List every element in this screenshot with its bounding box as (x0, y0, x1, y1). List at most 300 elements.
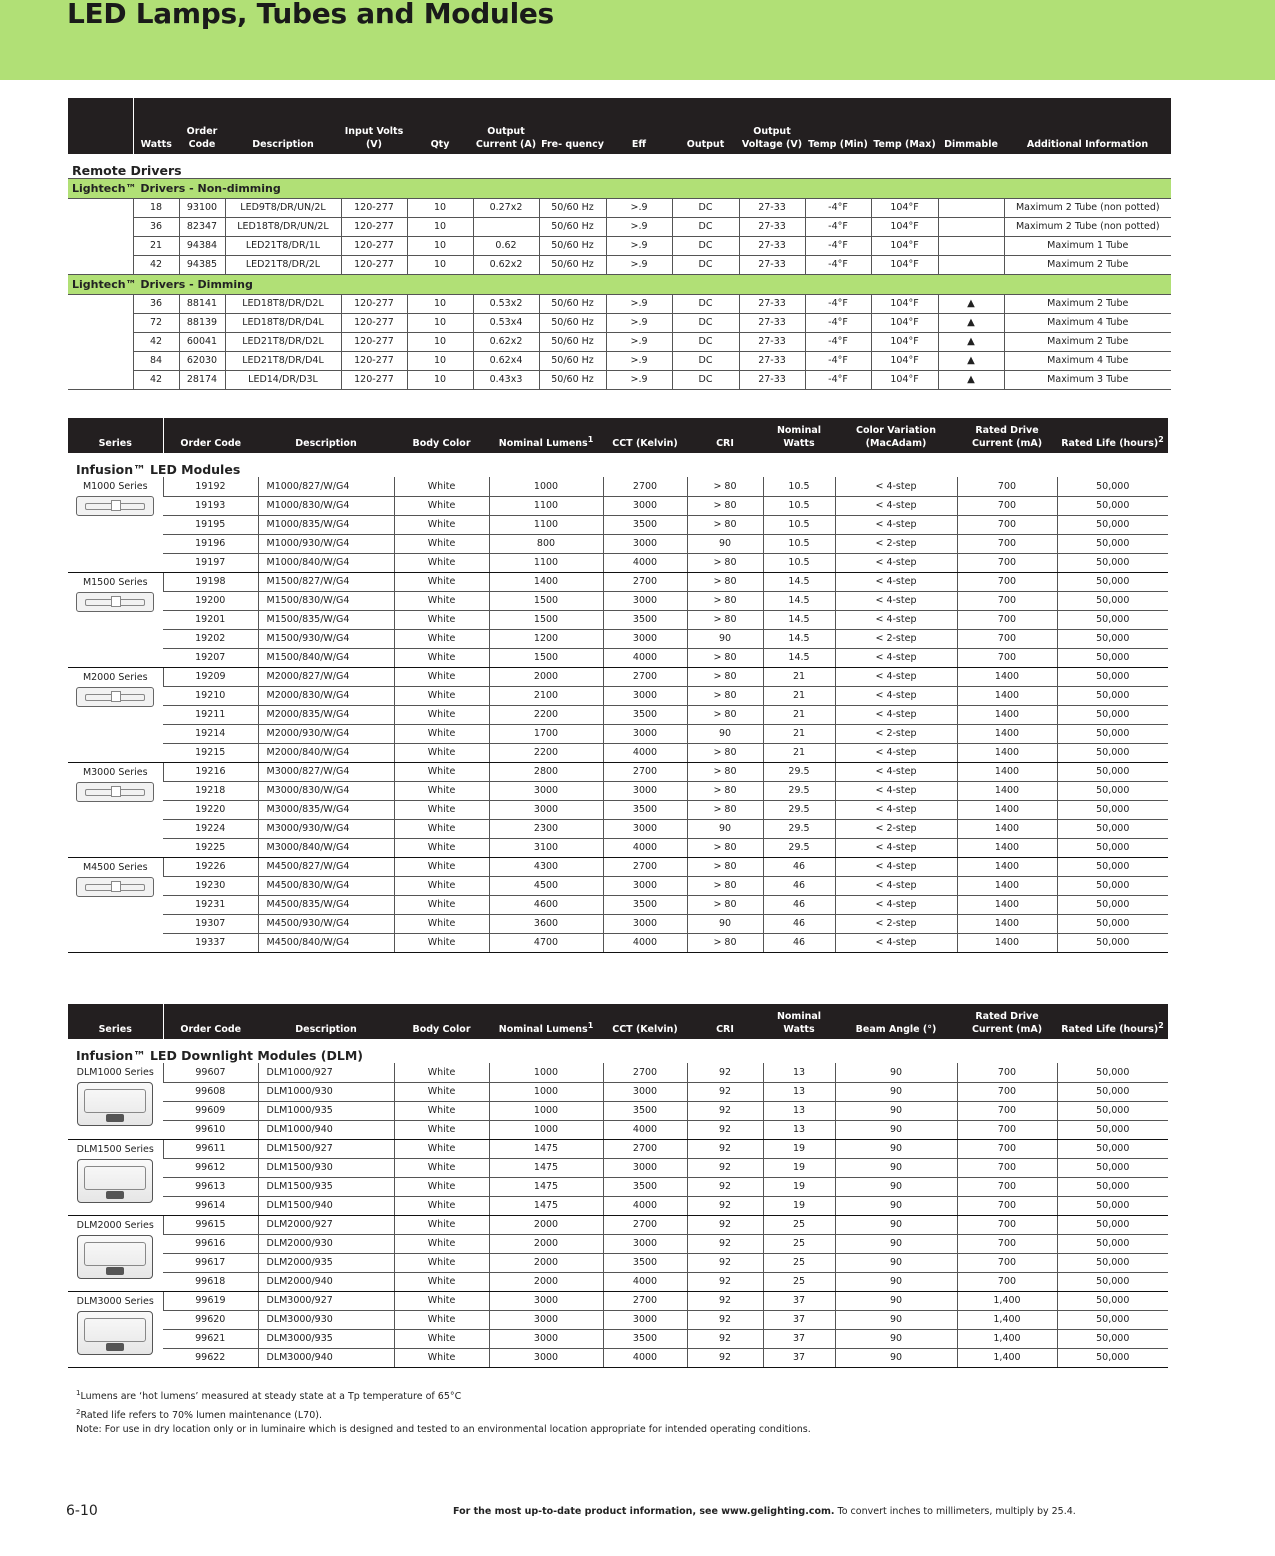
table-cell: White (394, 686, 489, 705)
column-header: Nominal Lumens$^1$ (489, 418, 603, 453)
table-cell: 0.62x4 (473, 351, 539, 370)
table-cell: 2000 (489, 1234, 603, 1253)
table-cell: 700 (957, 534, 1057, 553)
table-cell: ▲ (938, 294, 1004, 313)
table-row (68, 838, 1168, 857)
blank-cell (68, 313, 133, 332)
table-cell: 0.43x3 (473, 370, 539, 389)
table-cell: 2000 (489, 1272, 603, 1291)
series-name: M3000 Series (82, 766, 148, 778)
table-cell: 19337 (163, 933, 258, 952)
table-row (68, 667, 1168, 686)
table-cell (473, 217, 539, 236)
table-cell: < 4-step (835, 800, 957, 819)
table-cell: DC (672, 351, 739, 370)
column-header (68, 98, 133, 154)
table-cell: White (394, 1158, 489, 1177)
table-cell: M2000/930/W/G4 (258, 724, 394, 743)
table-cell: M3000/827/W/G4 (258, 762, 394, 781)
table-cell: 1500 (489, 610, 603, 629)
table-cell: 3500 (603, 895, 687, 914)
table-cell: 700 (957, 629, 1057, 648)
table-cell: 99611 (163, 1139, 258, 1158)
module-image (76, 877, 154, 897)
series-name: DLM1500 Series (76, 1143, 154, 1155)
category-label: Infusion™ LED Modules (76, 462, 241, 477)
table-cell: M1500/840/W/G4 (258, 648, 394, 667)
table-cell: 2700 (603, 572, 687, 591)
table-cell: 37 (763, 1291, 835, 1310)
table-cell: 50/60 Hz (539, 351, 606, 370)
table-cell: DC (672, 236, 739, 255)
table-cell: 90 (835, 1196, 957, 1215)
table-cell: 3000 (603, 534, 687, 553)
column-header: Order Code (179, 98, 225, 154)
table-cell: 50,000 (1057, 515, 1168, 534)
table-cell: ▲ (938, 370, 1004, 389)
infusion-led-modules-table (68, 418, 1168, 953)
table-cell: 50,000 (1057, 933, 1168, 952)
table-cell: 90 (835, 1063, 957, 1082)
table-cell: 19216 (163, 762, 258, 781)
table-cell: 19200 (163, 591, 258, 610)
table-cell: White (394, 648, 489, 667)
table-cell: White (394, 933, 489, 952)
table-row (68, 591, 1168, 610)
table-cell: DLM2000/940 (258, 1272, 394, 1291)
module-image (77, 1235, 153, 1279)
table-cell: Maximum 2 Tube (non potted) (1004, 217, 1171, 236)
blank-cell (68, 351, 133, 370)
table-cell: 50,000 (1057, 762, 1168, 781)
column-header: Eff (606, 98, 672, 154)
table-cell: 92 (687, 1348, 763, 1367)
table-cell: 27-33 (739, 294, 805, 313)
table-cell: 3000 (603, 724, 687, 743)
table-cell: 50,000 (1057, 553, 1168, 572)
table-cell: 50/60 Hz (539, 332, 606, 351)
table-cell: 700 (957, 1272, 1057, 1291)
table-cell: 1400 (957, 743, 1057, 762)
table-cell: LED18T8/DR/UN/2L (225, 217, 341, 236)
table-cell: 46 (763, 933, 835, 952)
table-cell: White (394, 534, 489, 553)
table-cell: 99621 (163, 1329, 258, 1348)
table-cell: 3500 (603, 1329, 687, 1348)
table-cell: 90 (835, 1348, 957, 1367)
page-title: LED Lamps, Tubes and Modules (67, 0, 554, 30)
table-cell: 46 (763, 857, 835, 876)
table-cell: < 4-step (835, 591, 957, 610)
table-cell: 10 (407, 313, 473, 332)
table-cell: White (394, 819, 489, 838)
table-cell: 50,000 (1057, 1253, 1168, 1272)
table-cell: DC (672, 313, 739, 332)
table-cell: 92 (687, 1082, 763, 1101)
category-label: Infusion™ LED Downlight Modules (DLM) (76, 1048, 363, 1063)
table-cell: 90 (687, 629, 763, 648)
table-cell: 60041 (179, 332, 225, 351)
table-cell: 92 (687, 1177, 763, 1196)
table-cell: > 80 (687, 572, 763, 591)
module-image (77, 1159, 153, 1203)
table-cell: White (394, 1234, 489, 1253)
table-cell: M3000/840/W/G4 (258, 838, 394, 857)
column-header: Beam Angle (°) (835, 1004, 957, 1039)
table-cell: 1000 (489, 1063, 603, 1082)
table-cell: White (394, 667, 489, 686)
table-cell: 3500 (603, 1101, 687, 1120)
module-image (76, 592, 154, 612)
table-cell: 90 (687, 534, 763, 553)
table-cell: M1000/835/W/G4 (258, 515, 394, 534)
table-cell: -4°F (805, 236, 871, 255)
table-cell: 10 (407, 217, 473, 236)
blank-cell (68, 236, 133, 255)
table-cell: 37 (763, 1329, 835, 1348)
table-cell: > 80 (687, 800, 763, 819)
table-row (68, 914, 1168, 933)
table-cell: 99609 (163, 1101, 258, 1120)
table-cell: 19195 (163, 515, 258, 534)
table-row (68, 1101, 1168, 1120)
table-cell: M1000/827/W/G4 (258, 477, 394, 496)
table-row (68, 1291, 1168, 1310)
table-cell: 99607 (163, 1063, 258, 1082)
table-cell: 19225 (163, 838, 258, 857)
table-cell: 88139 (179, 313, 225, 332)
table-cell: 120-277 (341, 351, 407, 370)
table-cell: M1500/835/W/G4 (258, 610, 394, 629)
table-cell: 19224 (163, 819, 258, 838)
table-cell: 90 (687, 819, 763, 838)
table-cell: 94384 (179, 236, 225, 255)
table-row (68, 1063, 1168, 1082)
table-cell (938, 198, 1004, 217)
table-cell: 92 (687, 1120, 763, 1139)
table-cell: DLM1500/940 (258, 1196, 394, 1215)
table-cell: < 2-step (835, 629, 957, 648)
table-cell: White (394, 1120, 489, 1139)
column-header: CCT (Kelvin) (603, 418, 687, 453)
footnote-2: $^2$Rated life refers to 70% lumen maintenance (L70). (76, 1407, 322, 1421)
table-cell: -4°F (805, 294, 871, 313)
table-cell: LED9T8/DR/UN/2L (225, 198, 341, 217)
table-cell: White (394, 1177, 489, 1196)
table-cell (938, 217, 1004, 236)
table-cell: 1400 (957, 933, 1057, 952)
table-cell: 2700 (603, 1215, 687, 1234)
table-cell: 90 (835, 1215, 957, 1234)
table-cell: 1000 (489, 477, 603, 496)
footer-note (453, 1506, 1076, 1517)
table-cell: LED18T8/DR/D2L (225, 294, 341, 313)
table-cell: 800 (489, 534, 603, 553)
table-cell: 46 (763, 876, 835, 895)
table-cell: 4300 (489, 857, 603, 876)
table-cell: 50/60 Hz (539, 255, 606, 274)
subcategory-label: Lightech™ Drivers - Non-dimming (68, 178, 1171, 198)
table-cell: 19193 (163, 496, 258, 515)
table-row (68, 332, 1171, 351)
table-cell: 93100 (179, 198, 225, 217)
table-cell: -4°F (805, 313, 871, 332)
table-cell: White (394, 610, 489, 629)
column-header: Input Volts (V) (341, 98, 407, 154)
table-cell: 50,000 (1057, 1063, 1168, 1082)
table-cell: < 4-step (835, 496, 957, 515)
table-cell: 3000 (489, 781, 603, 800)
table-cell: 50/60 Hz (539, 294, 606, 313)
table-cell: 88141 (179, 294, 225, 313)
table-row (68, 572, 1168, 591)
table-cell: > 80 (687, 933, 763, 952)
table-cell: 50,000 (1057, 1329, 1168, 1348)
table-cell: 50,000 (1057, 819, 1168, 838)
module-image (76, 687, 154, 707)
table-cell: 3000 (603, 1082, 687, 1101)
blank-cell (68, 294, 133, 313)
table-cell: LED18T8/DR/D4L (225, 313, 341, 332)
table-cell: 3000 (489, 1310, 603, 1329)
table-cell: 92 (687, 1215, 763, 1234)
table-cell: DLM1500/935 (258, 1177, 394, 1196)
table-cell: M4500/827/W/G4 (258, 857, 394, 876)
table-cell: 0.62x2 (473, 332, 539, 351)
table-cell: 120-277 (341, 332, 407, 351)
column-header: Description (258, 418, 394, 453)
table-cell: 4000 (603, 1272, 687, 1291)
table-cell: 700 (957, 1158, 1057, 1177)
table-cell: > 80 (687, 895, 763, 914)
footnote-1: $^1$Lumens are ‘hot lumens’ measured at steady state at a Tp temperature of 65°C (76, 1389, 462, 1403)
table-cell: 700 (957, 591, 1057, 610)
table-cell: White (394, 477, 489, 496)
series-cell (68, 477, 163, 572)
table-cell: 19307 (163, 914, 258, 933)
table-cell: 1400 (957, 686, 1057, 705)
table-cell: LED21T8/DR/D2L (225, 332, 341, 351)
column-header: CCT (Kelvin) (603, 1004, 687, 1039)
table-row (68, 1082, 1168, 1101)
table-cell: 50/60 Hz (539, 370, 606, 389)
table-cell: 10 (407, 370, 473, 389)
table-cell: 13 (763, 1120, 835, 1139)
table-cell: M1000/840/W/G4 (258, 553, 394, 572)
table-cell: 50,000 (1057, 1082, 1168, 1101)
table-cell: 4000 (603, 553, 687, 572)
table-row (68, 686, 1168, 705)
table-cell: 4500 (489, 876, 603, 895)
table-cell: White (394, 724, 489, 743)
table-cell: < 2-step (835, 914, 957, 933)
table-cell: 99622 (163, 1348, 258, 1367)
table-cell: 14.5 (763, 648, 835, 667)
table-cell: White (394, 762, 489, 781)
table-cell: 50/60 Hz (539, 313, 606, 332)
table-cell: 42 (133, 370, 179, 389)
table-row (68, 198, 1171, 217)
table-cell: 13 (763, 1082, 835, 1101)
series-cell (68, 1139, 163, 1215)
table-cell: 700 (957, 1234, 1057, 1253)
table-cell: -4°F (805, 255, 871, 274)
table-cell: 700 (957, 1196, 1057, 1215)
table-cell: 1400 (957, 876, 1057, 895)
table-cell: 700 (957, 496, 1057, 515)
column-header: Body Color (394, 418, 489, 453)
table-cell: White (394, 1082, 489, 1101)
table-cell: -4°F (805, 217, 871, 236)
table-cell: DC (672, 255, 739, 274)
series-cell (68, 1291, 163, 1367)
subcategory-row (68, 178, 1171, 198)
table-cell: 2800 (489, 762, 603, 781)
table-cell: 19196 (163, 534, 258, 553)
table-cell: 19 (763, 1158, 835, 1177)
table-cell: LED21T8/DR/D4L (225, 351, 341, 370)
table-cell: 10 (407, 255, 473, 274)
table-cell: 50,000 (1057, 857, 1168, 876)
table-cell: LED14/DR/D3L (225, 370, 341, 389)
table-cell: 3000 (489, 1291, 603, 1310)
table-cell: 84 (133, 351, 179, 370)
table-cell: 99610 (163, 1120, 258, 1139)
table-cell: 120-277 (341, 236, 407, 255)
table-cell: White (394, 1101, 489, 1120)
table-cell (938, 255, 1004, 274)
table-cell: 10 (407, 198, 473, 217)
table-row (68, 743, 1168, 762)
table-cell: 3100 (489, 838, 603, 857)
table-cell: 27-33 (739, 351, 805, 370)
series-name: M1000 Series (82, 481, 148, 492)
table-cell: 4000 (603, 1348, 687, 1367)
table-cell: < 4-step (835, 477, 957, 496)
table-cell: 92 (687, 1101, 763, 1120)
table-cell: DLM2000/935 (258, 1253, 394, 1272)
table-cell: 3500 (603, 515, 687, 534)
table-cell: 10.5 (763, 553, 835, 572)
table-row (68, 1158, 1168, 1177)
table-cell: 50,000 (1057, 591, 1168, 610)
table-cell: 21 (133, 236, 179, 255)
table-cell: 99613 (163, 1177, 258, 1196)
table-cell: 1400 (957, 762, 1057, 781)
category-row (68, 1039, 1168, 1063)
table-cell: 99616 (163, 1234, 258, 1253)
table-cell: >.9 (606, 351, 672, 370)
table-cell: 50,000 (1057, 477, 1168, 496)
table-cell: < 4-step (835, 857, 957, 876)
table-cell: 27-33 (739, 332, 805, 351)
table-cell: 4000 (603, 1196, 687, 1215)
table-cell: 1400 (957, 895, 1057, 914)
table-cell: 90 (835, 1272, 957, 1291)
table-cell: 50,000 (1057, 1177, 1168, 1196)
table-cell: White (394, 1348, 489, 1367)
table-cell: 19197 (163, 553, 258, 572)
table-cell: White (394, 705, 489, 724)
column-header: Order Code (163, 1004, 258, 1039)
table-cell: 104°F (871, 198, 938, 217)
table-cell: 90 (835, 1082, 957, 1101)
table-cell: 700 (957, 477, 1057, 496)
series-cell (68, 667, 163, 762)
table-cell: 10.5 (763, 477, 835, 496)
table-cell: 50,000 (1057, 895, 1168, 914)
table-cell: 42 (133, 332, 179, 351)
table-cell: White (394, 1063, 489, 1082)
table-cell: 1,400 (957, 1310, 1057, 1329)
table-cell: > 80 (687, 648, 763, 667)
table-cell: 50/60 Hz (539, 198, 606, 217)
table-cell: 25 (763, 1272, 835, 1291)
table-cell: 92 (687, 1291, 763, 1310)
table-cell: DLM2000/930 (258, 1234, 394, 1253)
table-cell: < 4-step (835, 876, 957, 895)
table-cell: 1400 (489, 572, 603, 591)
table-cell: White (394, 1196, 489, 1215)
table-cell: 28174 (179, 370, 225, 389)
table-row (68, 255, 1171, 274)
table-cell: 10.5 (763, 496, 835, 515)
series-name: DLM3000 Series (76, 1295, 154, 1307)
table-cell: 1400 (957, 705, 1057, 724)
table-cell: 0.62 (473, 236, 539, 255)
table-cell: 1,400 (957, 1291, 1057, 1310)
table-cell: 19 (763, 1139, 835, 1158)
column-header: Output Voltage (V) (739, 98, 805, 154)
table-cell: 50,000 (1057, 686, 1168, 705)
table-cell: 1200 (489, 629, 603, 648)
table-row (68, 724, 1168, 743)
table-cell: 3000 (603, 591, 687, 610)
series-name: DLM2000 Series (76, 1219, 154, 1231)
table-cell: >.9 (606, 332, 672, 351)
table-row (68, 477, 1168, 496)
table-cell: 82347 (179, 217, 225, 236)
table-cell: 90 (835, 1139, 957, 1158)
table-cell: 2700 (603, 762, 687, 781)
table-cell: 1500 (489, 648, 603, 667)
column-header: Nominal Lumens$^1$ (489, 1004, 603, 1039)
table-row (68, 1139, 1168, 1158)
table-cell: 0.27x2 (473, 198, 539, 217)
column-header: Description (258, 1004, 394, 1039)
table-cell: 46 (763, 895, 835, 914)
table-cell: Maximum 2 Tube (1004, 332, 1171, 351)
table-cell: 21 (763, 705, 835, 724)
table-cell: DLM3000/927 (258, 1291, 394, 1310)
table-cell: DLM2000/927 (258, 1215, 394, 1234)
table-cell: 3000 (603, 1310, 687, 1329)
table-cell: 27-33 (739, 217, 805, 236)
column-header: Body Color (394, 1004, 489, 1039)
table-cell: DC (672, 294, 739, 313)
table-cell: 3500 (603, 800, 687, 819)
column-header: CRI (687, 1004, 763, 1039)
table-cell: 19226 (163, 857, 258, 876)
column-header: Output Current (A) (473, 98, 539, 154)
table-cell: 3000 (603, 496, 687, 515)
table-cell: 3000 (489, 1348, 603, 1367)
table-row (68, 857, 1168, 876)
table-cell: 13 (763, 1063, 835, 1082)
table-cell: 1100 (489, 515, 603, 534)
table-cell: 19231 (163, 895, 258, 914)
column-header: Order Code (163, 418, 258, 453)
